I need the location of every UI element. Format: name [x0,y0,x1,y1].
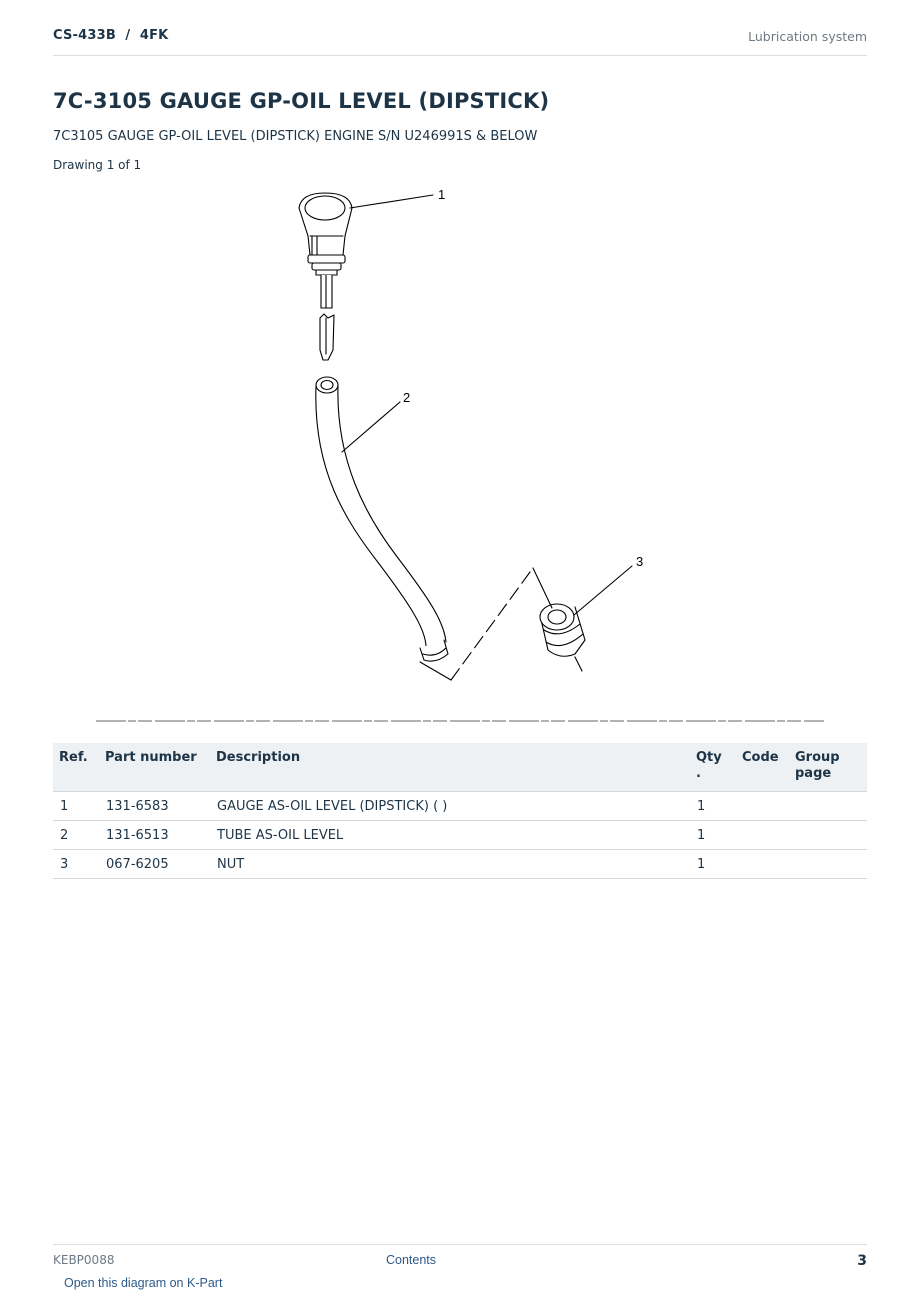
contents-link[interactable]: Contents [386,1253,437,1267]
page-subtitle: 7C3105 GAUGE GP-OIL LEVEL (DIPSTICK) ENGINE S/N U246991S & BELOW [53,129,538,144]
cell-qty: 1 [690,821,736,850]
cell-group-page [789,792,867,821]
cell-code [736,792,789,821]
callout-label: 2 [403,390,411,405]
cell-qty: 1 [690,850,736,879]
table-header-row [53,743,867,792]
col-header-description: Description [210,743,690,792]
document-id: KEBP0088 [53,1253,115,1267]
parts-diagram [0,175,920,735]
cell-part-number: 131-6583 [99,792,210,821]
tube-drawing [316,377,451,680]
cell-code [736,821,789,850]
cell-part-number: 067-6205 [99,850,210,879]
page-footer [53,1244,867,1275]
cell-ref: 3 [53,850,99,879]
col-header-ref: Ref. [53,743,99,792]
exploded-view-drawing [0,175,920,735]
cell-ref: 1 [53,792,99,821]
parts-table [53,743,867,879]
col-header-group-page: Group page [789,743,867,792]
cell-ref: 2 [53,821,99,850]
table-row [53,821,867,850]
open-in-kpart-link[interactable]: Open this diagram on K-Part [64,1276,223,1290]
callout-label: 3 [636,554,644,569]
table-row [53,850,867,879]
cell-group-page [789,850,867,879]
drawing-count: Drawing 1 of 1 [53,158,142,172]
cell-qty: 1 [690,792,736,821]
cell-description: GAUGE AS-OIL LEVEL (DIPSTICK) ( ) [210,792,690,821]
cell-description: NUT [210,850,690,879]
page-title: 7C-3105 GAUGE GP-OIL LEVEL (DIPSTICK) [53,89,550,113]
callout-label: 1 [438,187,446,202]
col-header-qty: Qty . [690,743,736,792]
nut-drawing [540,604,585,671]
col-header-code: Code [736,743,789,792]
page-number: 3 [857,1253,867,1269]
breadcrumb: CS-433B / 4FK [53,28,169,43]
col-header-part-number: Part number [99,743,210,792]
cell-description: TUBE AS-OIL LEVEL [210,821,690,850]
dipstick-drawing [299,193,352,360]
section-name: Lubrication system [748,29,867,44]
page-header [53,28,867,56]
table-row [53,792,867,821]
cell-code [736,850,789,879]
cell-group-page [789,821,867,850]
cell-part-number: 131-6513 [99,821,210,850]
